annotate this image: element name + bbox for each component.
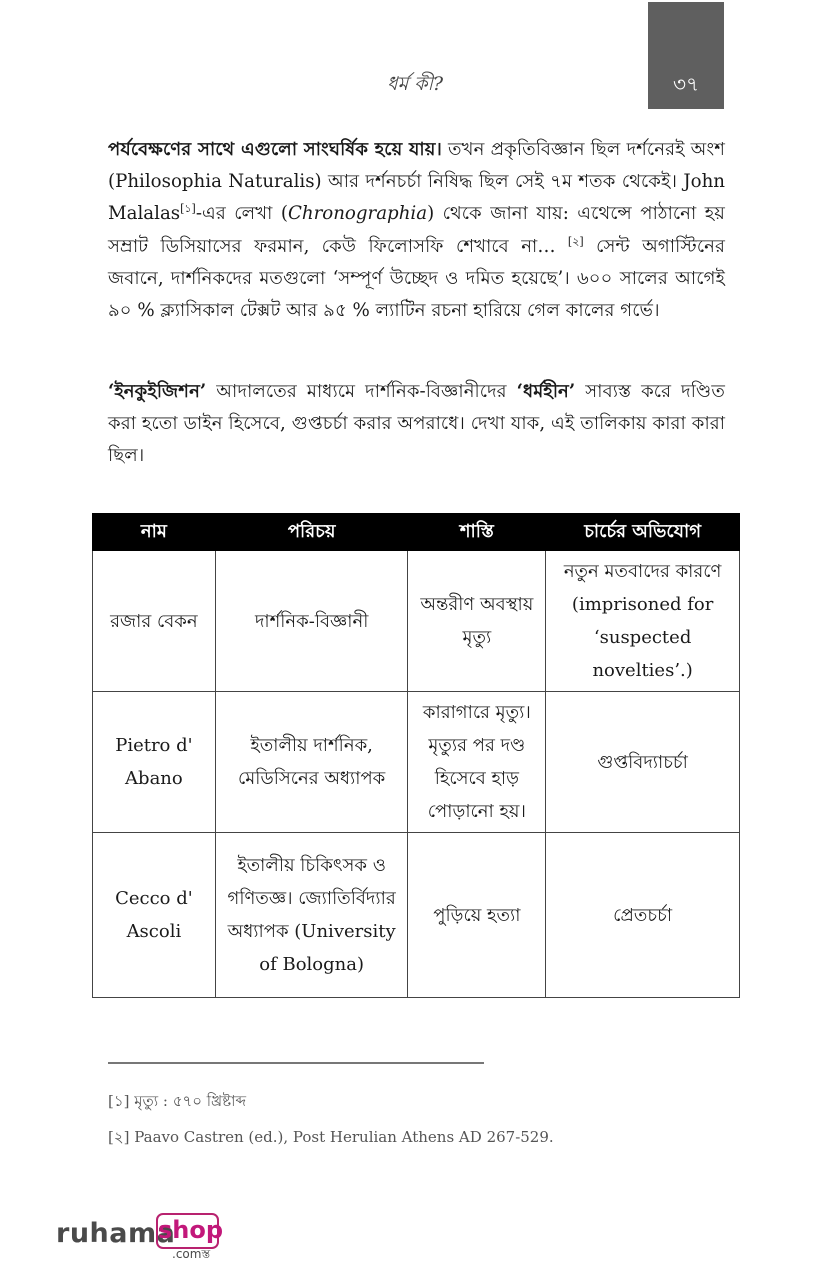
page-number-tab xyxy=(648,2,724,109)
footnote-ref-2[interactable]: [২] xyxy=(567,234,584,248)
table-cell: দার্শনিক-বিজ্ঞানী xyxy=(215,551,408,692)
paragraph-text: -এর লেখা ( xyxy=(195,203,288,225)
header-punishment: শাস্তি xyxy=(408,514,546,551)
logo-wordmark-shop: shop xyxy=(158,1216,224,1244)
persecution-table xyxy=(92,513,740,998)
table-row xyxy=(93,833,740,998)
paragraph-text: ) থেকে জানা যায়: এথেন্সে পাঠানো হয় সম্রাট ডিসিয়াসের ফরমান, কেউ ফিলোসফি শেখাবে না… xyxy=(108,203,726,257)
paragraph-text: তখন প্রকৃতিবিজ্ঞান ছিল দর্শনেরই অংশ (Philosophia Naturalis) আর দর্শনচর্চা নিষিদ্ধ ছিল সেই ৭ম শতক থেকেই। John Malalas xyxy=(108,139,725,225)
logo-dotcom: .comস্ত xyxy=(172,1247,211,1261)
page-number: ৩৭ xyxy=(672,72,699,96)
paragraph-text: আদালতের মাধ্যমে দার্শনিক-বিজ্ঞানীদের xyxy=(206,381,517,402)
table-cell: নতুন মতবাদের কারণে (imprisoned for ‘suspected novelties’.) xyxy=(546,551,740,692)
table-cell: রজার বেকন xyxy=(93,551,216,692)
table-cell: Pietro d' Abano xyxy=(93,692,216,833)
table-cell: ইতালীয় দার্শনিক, মেডিসিনের অধ্যাপক xyxy=(215,692,408,833)
table-header-row xyxy=(93,514,740,551)
header-church-accusation: চার্চের অভিযোগ xyxy=(546,514,740,551)
table-cell: ইতালীয় চিকিৎসক ও গণিতজ্ঞ। জ্যোতির্বিদ্যার অধ্যাপক (University of Bologna) xyxy=(215,833,408,998)
term-godless: ‘ধর্মহীন’ xyxy=(516,381,576,402)
logo-shop-badge xyxy=(156,1213,224,1249)
footnote-ref-1[interactable]: [১] xyxy=(180,202,196,216)
body-paragraph-1 xyxy=(108,134,725,327)
table-row xyxy=(93,551,740,692)
table-cell: পুড়িয়ে হত্যা xyxy=(408,833,546,998)
paragraph-lead-bold: পর্যবেক্ষণের সাথে এগুলো সাংঘর্ষিক হয়ে যায়। xyxy=(108,139,442,160)
running-title: ধর্ম কী? xyxy=(386,73,444,95)
table-cell: গুপ্তবিদ্যাচর্চা xyxy=(546,692,740,833)
paragraph-text: সাব্যস্ত করে দণ্ডিত করা হতো ডাইন হিসেবে, গুপ্তচর্চা করার অপরাধে। দেখা যাক, এই তালিকায় কারা কারা ছিল। xyxy=(108,381,725,467)
paragraph-text: সেন্ট অগাস্টিনের জবানে, দার্শনিকদের মতগুলো ‘সম্পূর্ণ উচ্ছেদ ও দমিত হয়েছে’। ৬০০ সালের আগেই ৯০ % ক্ল্যাসিকাল টেক্সট আর ৯৫ % ল্যাটিন রচনা হারিয়ে গেল কালের গর্ভে। xyxy=(108,235,726,322)
term-inquisition: ‘ইনকুইজিশন’ xyxy=(108,381,207,402)
logo-wordmark-ruhama: ruhama xyxy=(56,1218,176,1249)
table-cell: প্রেতচর্চা xyxy=(546,833,740,998)
footnote-divider xyxy=(108,1062,484,1064)
table-row xyxy=(93,692,740,833)
body-paragraph-2 xyxy=(108,376,725,473)
table-cell: কারাগারে মৃত্যু। মৃত্যুর পর দণ্ড হিসেবে হাড় পোড়ানো হয়। xyxy=(408,692,546,833)
table-cell: Cecco d' Ascoli xyxy=(93,833,216,998)
book-title-italic: Chronographia xyxy=(287,203,428,225)
table-cell: অন্তরীণ অবস্থায় মৃত্যু xyxy=(408,551,546,692)
footnote-2: [২] Paavo Castren (ed.), Post Herulian Athens AD 267-529. xyxy=(108,1128,554,1146)
footnote-1: [১] মৃত্যু : ৫৭০ খ্রিষ্টাব্দ xyxy=(108,1092,247,1110)
header-identity: পরিচয় xyxy=(215,514,408,551)
header-name: নাম xyxy=(93,514,216,551)
